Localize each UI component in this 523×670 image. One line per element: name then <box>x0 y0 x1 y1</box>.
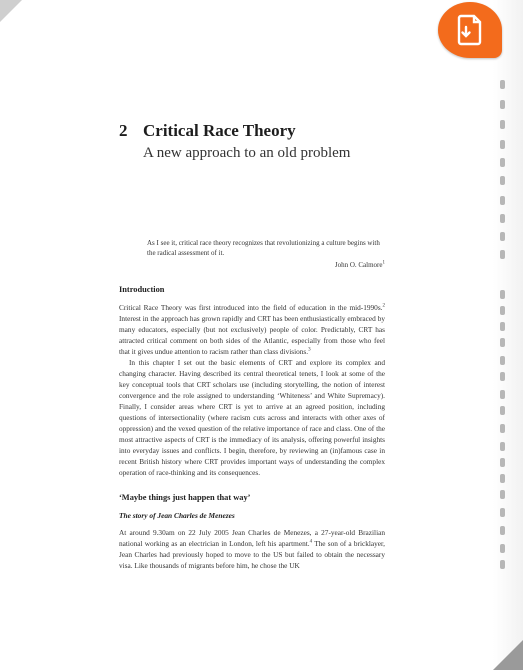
epigraph-attribution <box>147 260 385 270</box>
page-edge-mark <box>500 526 505 535</box>
page-edge-mark <box>500 140 505 149</box>
page-edge-mark <box>500 232 505 241</box>
page-edge-mark <box>500 250 505 259</box>
page-edge-strip <box>493 0 523 670</box>
chapter-number: 2 <box>119 121 128 140</box>
footnote-marker: 1 <box>382 260 385 266</box>
section-heading-introduction: Introduction <box>119 285 165 294</box>
page-edge-mark <box>500 474 505 483</box>
page-edge-mark <box>500 322 505 331</box>
page-edge-mark <box>500 560 505 569</box>
footnote-marker: 2 <box>382 303 385 309</box>
paragraph <box>119 302 385 357</box>
page-curl-top-left <box>0 0 22 22</box>
page-edge-mark <box>500 80 505 89</box>
page-edge-mark <box>500 458 505 467</box>
page-edge-mark <box>500 338 505 347</box>
page-edge-mark <box>500 196 505 205</box>
pdf-download-icon <box>455 14 485 46</box>
pdf-download-badge[interactable] <box>438 2 502 58</box>
body-text <box>119 284 385 571</box>
chapter-subtitle: A new approach to an old problem <box>143 145 351 161</box>
page-edge-mark <box>500 158 505 167</box>
paragraph-text: Interest in the approach has grown rapidly and CRT has been enthusiastically embraced by many educators, especially (but not exclusively) people of color. Predictably, CRT has attracted critical comment on both sides of the Atlantic, especially from those who feel that it gives undue attention to racism rather than class divisions. <box>119 314 385 356</box>
epigraph-author: John O. Calmore <box>334 261 383 269</box>
page-edge-mark <box>500 176 505 185</box>
chapter-title <box>119 120 399 142</box>
footnote-marker: 3 <box>308 347 311 353</box>
page-edge-mark <box>500 544 505 553</box>
page-edge-mark <box>500 490 505 499</box>
section-heading-maybe-things: ‘Maybe things just happen that way’ <box>119 493 251 502</box>
page-edge-mark <box>500 390 505 399</box>
subsection-heading: The story of Jean Charles de Menezes <box>119 511 235 520</box>
chapter-header <box>119 120 399 163</box>
page-edge-mark <box>500 372 505 381</box>
paragraph <box>119 527 385 571</box>
page-edge-mark <box>500 424 505 433</box>
paragraph-text: At around 9.30am on 22 July 2005 Jean Charles de Menezes, a 27-year-old Brazilian national working as an electrician in London, left his apartment. <box>119 528 385 548</box>
epigraph-text: As I see it, critical race theory recognizes that revolutionizing a culture begins with the radical assessment of it. <box>147 239 380 257</box>
paragraph-text: Critical Race Theory was first introduced into the field of education in the mid-1990s. <box>119 303 383 312</box>
page-edge-mark <box>500 356 505 365</box>
page-curl-bottom-right[interactable] <box>493 640 523 670</box>
page-edge-mark <box>500 442 505 451</box>
page-edge-mark <box>500 120 505 129</box>
page-edge-mark <box>500 214 505 223</box>
page-edge-mark <box>500 508 505 517</box>
epigraph <box>147 238 385 270</box>
footnote-marker: 4 <box>309 539 313 545</box>
chapter-title-text: Critical Race Theory <box>143 121 296 140</box>
page-edge-mark <box>500 290 505 299</box>
page-edge-mark <box>500 406 505 415</box>
paragraph-text: The son of a bricklayer, Jean Charles had previously hoped to move to the US but failed to obtain the necessary visa. Like thousands of migrants before him, he chose the UK <box>119 539 385 570</box>
paragraph: In this chapter I set out the basic elements of CRT and explore its complex and changing character. Having described its central theoretical tenets, I look at some of the key conceptual tools that CRT scholars use (including storytelling, the notion of interest convergence and the role assigned to understanding ‘Whiteness’ and White Supremacy). Finally, I consider areas where CRT is yet to arrive at an agreed position, including questions of intersectionality (where racism cuts across and interacts with other axes of oppression) and the vexed question of the relative importance of race and class. One of the most attractive aspects of CRT is the immediacy of its analysis, offering powerful insights into everyday issues and conflicts. I begin, therefore, by reviewing an (in)famous case in recent British history where CRT provides important ways of understanding the complex operation of race-thinking and its consequences. <box>119 358 385 477</box>
page-edge-mark <box>500 100 505 109</box>
page-edge-mark <box>500 306 505 315</box>
